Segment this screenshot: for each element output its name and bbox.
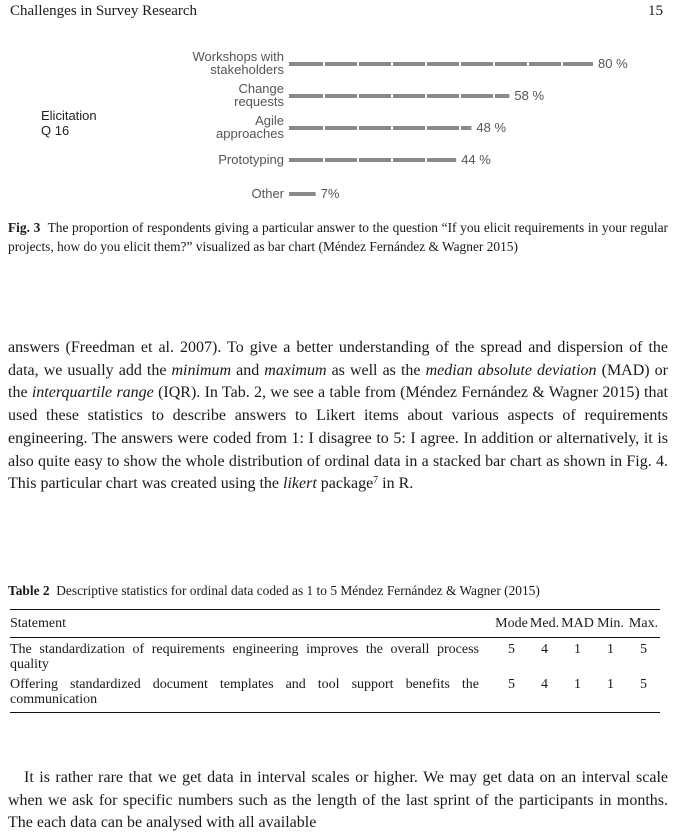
cell-min: 1 — [607, 641, 614, 657]
bar-segment-gap — [391, 61, 393, 67]
cell-mode: 5 — [495, 673, 528, 713]
header-max: Max. — [627, 610, 660, 638]
term-iqr: interquartile range — [31, 384, 154, 402]
cell-statement: The standardization of requirements engineering improves the overall process quality — [10, 641, 479, 672]
table-caption-text: Descriptive statistics for ordinal data coded as 1 to 5 Méndez Fernández & Wagner (2015) — [56, 583, 540, 598]
text-run: and — [231, 361, 265, 379]
value-label: 44 % — [461, 152, 491, 167]
bar-chart — [0, 0, 676, 212]
bar-segment-gap — [425, 157, 427, 163]
table-caption — [8, 581, 670, 600]
header-mode: Mode — [495, 610, 528, 638]
text-run: (MAD) or the — [8, 361, 668, 402]
text-run: (IQR). In Tab. 2, we see a table from (Méndez Fernández & Wagner 2015) that used these statistics to describe answers to Likert items about various aspects of requirements engineering. The answers were coded from 1: I disagree to 5: I agree. In addition or alternatively, it is also quite easy to show the whole distribution of ordinal data in a stacked bar chart as shown in Fig. 4. This particular chart was created using the — [8, 384, 669, 493]
bar — [289, 126, 471, 130]
cell-statement: Offering standardized document templates and tool support benefits the communication — [10, 673, 495, 713]
bar-segment-gap — [425, 61, 427, 67]
bar-segment-gap — [323, 93, 325, 99]
header-median: Med. — [528, 610, 561, 638]
statistics-table — [10, 609, 660, 713]
value-label: 58 % — [514, 88, 545, 103]
bar-segment-gap — [493, 93, 495, 99]
cell-mad: 1 — [561, 673, 594, 713]
figure-caption — [8, 218, 668, 256]
bar-segment-gap — [323, 157, 325, 163]
term-likert: likert — [283, 475, 317, 493]
text-run: answers (Freedman et al. 2007). To give a better understanding of the spread and dispersion of the data, we usually add the — [8, 339, 668, 379]
bar-segment-gap — [459, 61, 461, 67]
figure-label: Fig. 3 — [8, 220, 41, 235]
term-minimum: minimum — [171, 361, 232, 379]
value-label: 7% — [320, 186, 340, 201]
cell-min: 1 — [594, 673, 627, 713]
bar-segment-gap — [527, 61, 529, 67]
term-mad: median absolute deviation — [425, 361, 597, 379]
running-title: Challenges in Survey Research — [10, 3, 198, 19]
text-run: in R. — [378, 475, 414, 493]
header-statement: Statement — [10, 610, 495, 638]
term-maximum: maximum — [264, 361, 327, 379]
header-mad: MAD — [561, 610, 594, 638]
body-paragraph-1 — [8, 337, 668, 496]
category-label: Other — [251, 186, 284, 201]
table-label: Table 2 — [8, 583, 50, 598]
cell-mode: 5 — [508, 641, 515, 657]
category-label: stakeholders — [210, 62, 284, 77]
table-header-row — [10, 610, 660, 638]
category-label: Change — [238, 81, 284, 96]
body-paragraph-2 — [8, 767, 668, 835]
value-label: 48 % — [476, 120, 507, 135]
bar-segment-gap — [357, 157, 359, 163]
bar-segment-gap — [425, 125, 427, 131]
category-label: Workshops with — [192, 49, 284, 64]
bar-segment-gap — [357, 61, 359, 67]
bar — [289, 62, 593, 66]
bar-segment-gap — [323, 61, 325, 67]
text-run: It is rather rare that we get data in interval scales or higher. We may get data on an interval scale when we ask for specific numbers such as the length of the last sprint of the participants in months. The each data can be analysed with all available — [8, 769, 668, 832]
category-label: Agile — [255, 113, 284, 128]
figure-caption-text: The proportion of respondents giving a particular answer to the question “If you elicit requirements in your regular projects, how do you elicit them?” visualized as bar chart (Méndez Fernández & Wagner 2015) — [8, 220, 668, 254]
cell-max: 5 — [640, 641, 647, 657]
bar-segment-gap — [357, 93, 359, 99]
table-row — [10, 637, 660, 673]
bar-segment-gap — [391, 93, 393, 99]
cell-median: 4 — [541, 641, 548, 657]
bar-segment-gap — [391, 125, 393, 131]
bar-segment-gap — [357, 125, 359, 131]
chart-group-label: Q 16 — [41, 123, 70, 138]
footnote-mark: 7 — [373, 475, 379, 487]
category-label: Prototyping — [218, 152, 284, 167]
category-label: approaches — [216, 126, 284, 141]
bar-segment-gap — [459, 125, 461, 131]
bar-segment-gap — [425, 93, 427, 99]
category-label: requests — [234, 94, 284, 109]
bar — [289, 192, 316, 196]
cell-median: 4 — [528, 673, 561, 713]
text-run: package — [316, 475, 374, 493]
bar — [289, 158, 456, 162]
bar-segment-gap — [323, 125, 325, 131]
cell-max: 5 — [627, 673, 660, 713]
bar-segment-gap — [459, 93, 461, 99]
cell-mad: 1 — [574, 641, 581, 657]
header-min: Min. — [594, 610, 627, 638]
bar — [289, 94, 509, 98]
chart-group-label: Elicitation — [41, 108, 97, 123]
bar-segment-gap — [561, 61, 563, 67]
text-run: as well as the — [326, 361, 426, 379]
table-row — [10, 673, 660, 713]
bar-segment-gap — [391, 157, 393, 163]
value-label: 80 % — [598, 56, 628, 71]
page-number: 15 — [648, 3, 663, 19]
bar-segment-gap — [493, 61, 495, 67]
